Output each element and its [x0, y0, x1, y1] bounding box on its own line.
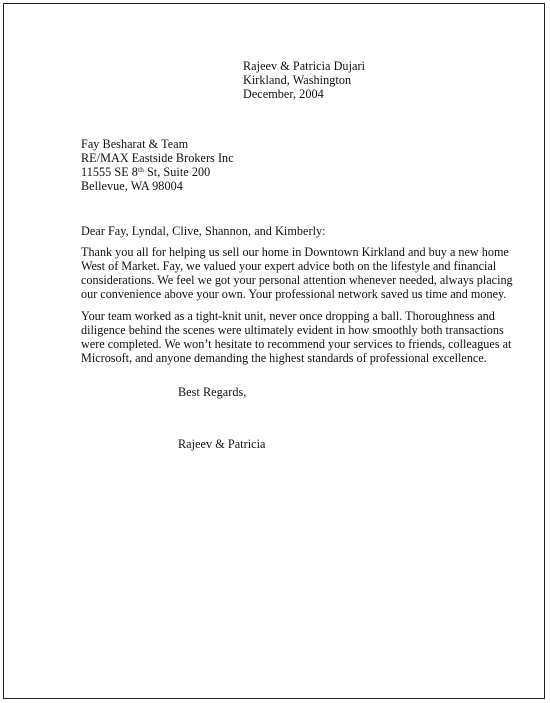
sender-location: Kirkland, Washington — [243, 73, 352, 87]
recipient-name: Fay Besharat & Team — [81, 137, 189, 151]
closing: Best Regards, — [178, 385, 247, 399]
paragraph-line: were completed. We won’t hesitate to recommend your services to friends, colleagues at — [81, 337, 512, 351]
paragraph-1 — [81, 245, 521, 301]
street-number: 11555 SE 8 — [81, 165, 138, 179]
paragraph-line: Your team worked as a tight-knit unit, never once dropping a ball. Thoroughness and — [81, 309, 495, 323]
recipient-street — [81, 165, 210, 179]
letter-date: December, 2004 — [243, 87, 324, 101]
recipient-company: RE/MAX Eastside Brokers Inc — [81, 151, 234, 165]
paragraph-line: considerations. We feel we got your personal attention whenever needed, always placing — [81, 273, 513, 287]
street-ordinal-suffix: th — [137, 165, 144, 174]
paragraph-line: our convenience above your own. Your professional network saved us time and money. — [81, 287, 507, 301]
salutation: Dear Fay, Lyndal, Clive, Shannon, and Kimberly: — [81, 224, 326, 238]
paragraph-2 — [81, 309, 521, 365]
paragraph-line: Thank you all for helping us sell our home in Downtown Kirkland and buy a new home — [81, 245, 509, 259]
sender-name: Rajeev & Patricia Dujari — [243, 59, 366, 73]
paragraph-line: West of Market. Fay, we valued your expert advice both on the lifestyle and financial — [81, 259, 497, 273]
recipient-city: Bellevue, WA 98004 — [81, 179, 183, 193]
street-rest: St, Suite 200 — [143, 165, 211, 179]
paragraph-line: Microsoft, and anyone demanding the highest standards of professional excellence. — [81, 351, 487, 365]
letter-page — [3, 3, 545, 699]
paragraph-line: diligence behind the scenes were ultimately evident in how smoothly both transactions — [81, 323, 504, 337]
signature: Rajeev & Patricia — [178, 437, 266, 451]
